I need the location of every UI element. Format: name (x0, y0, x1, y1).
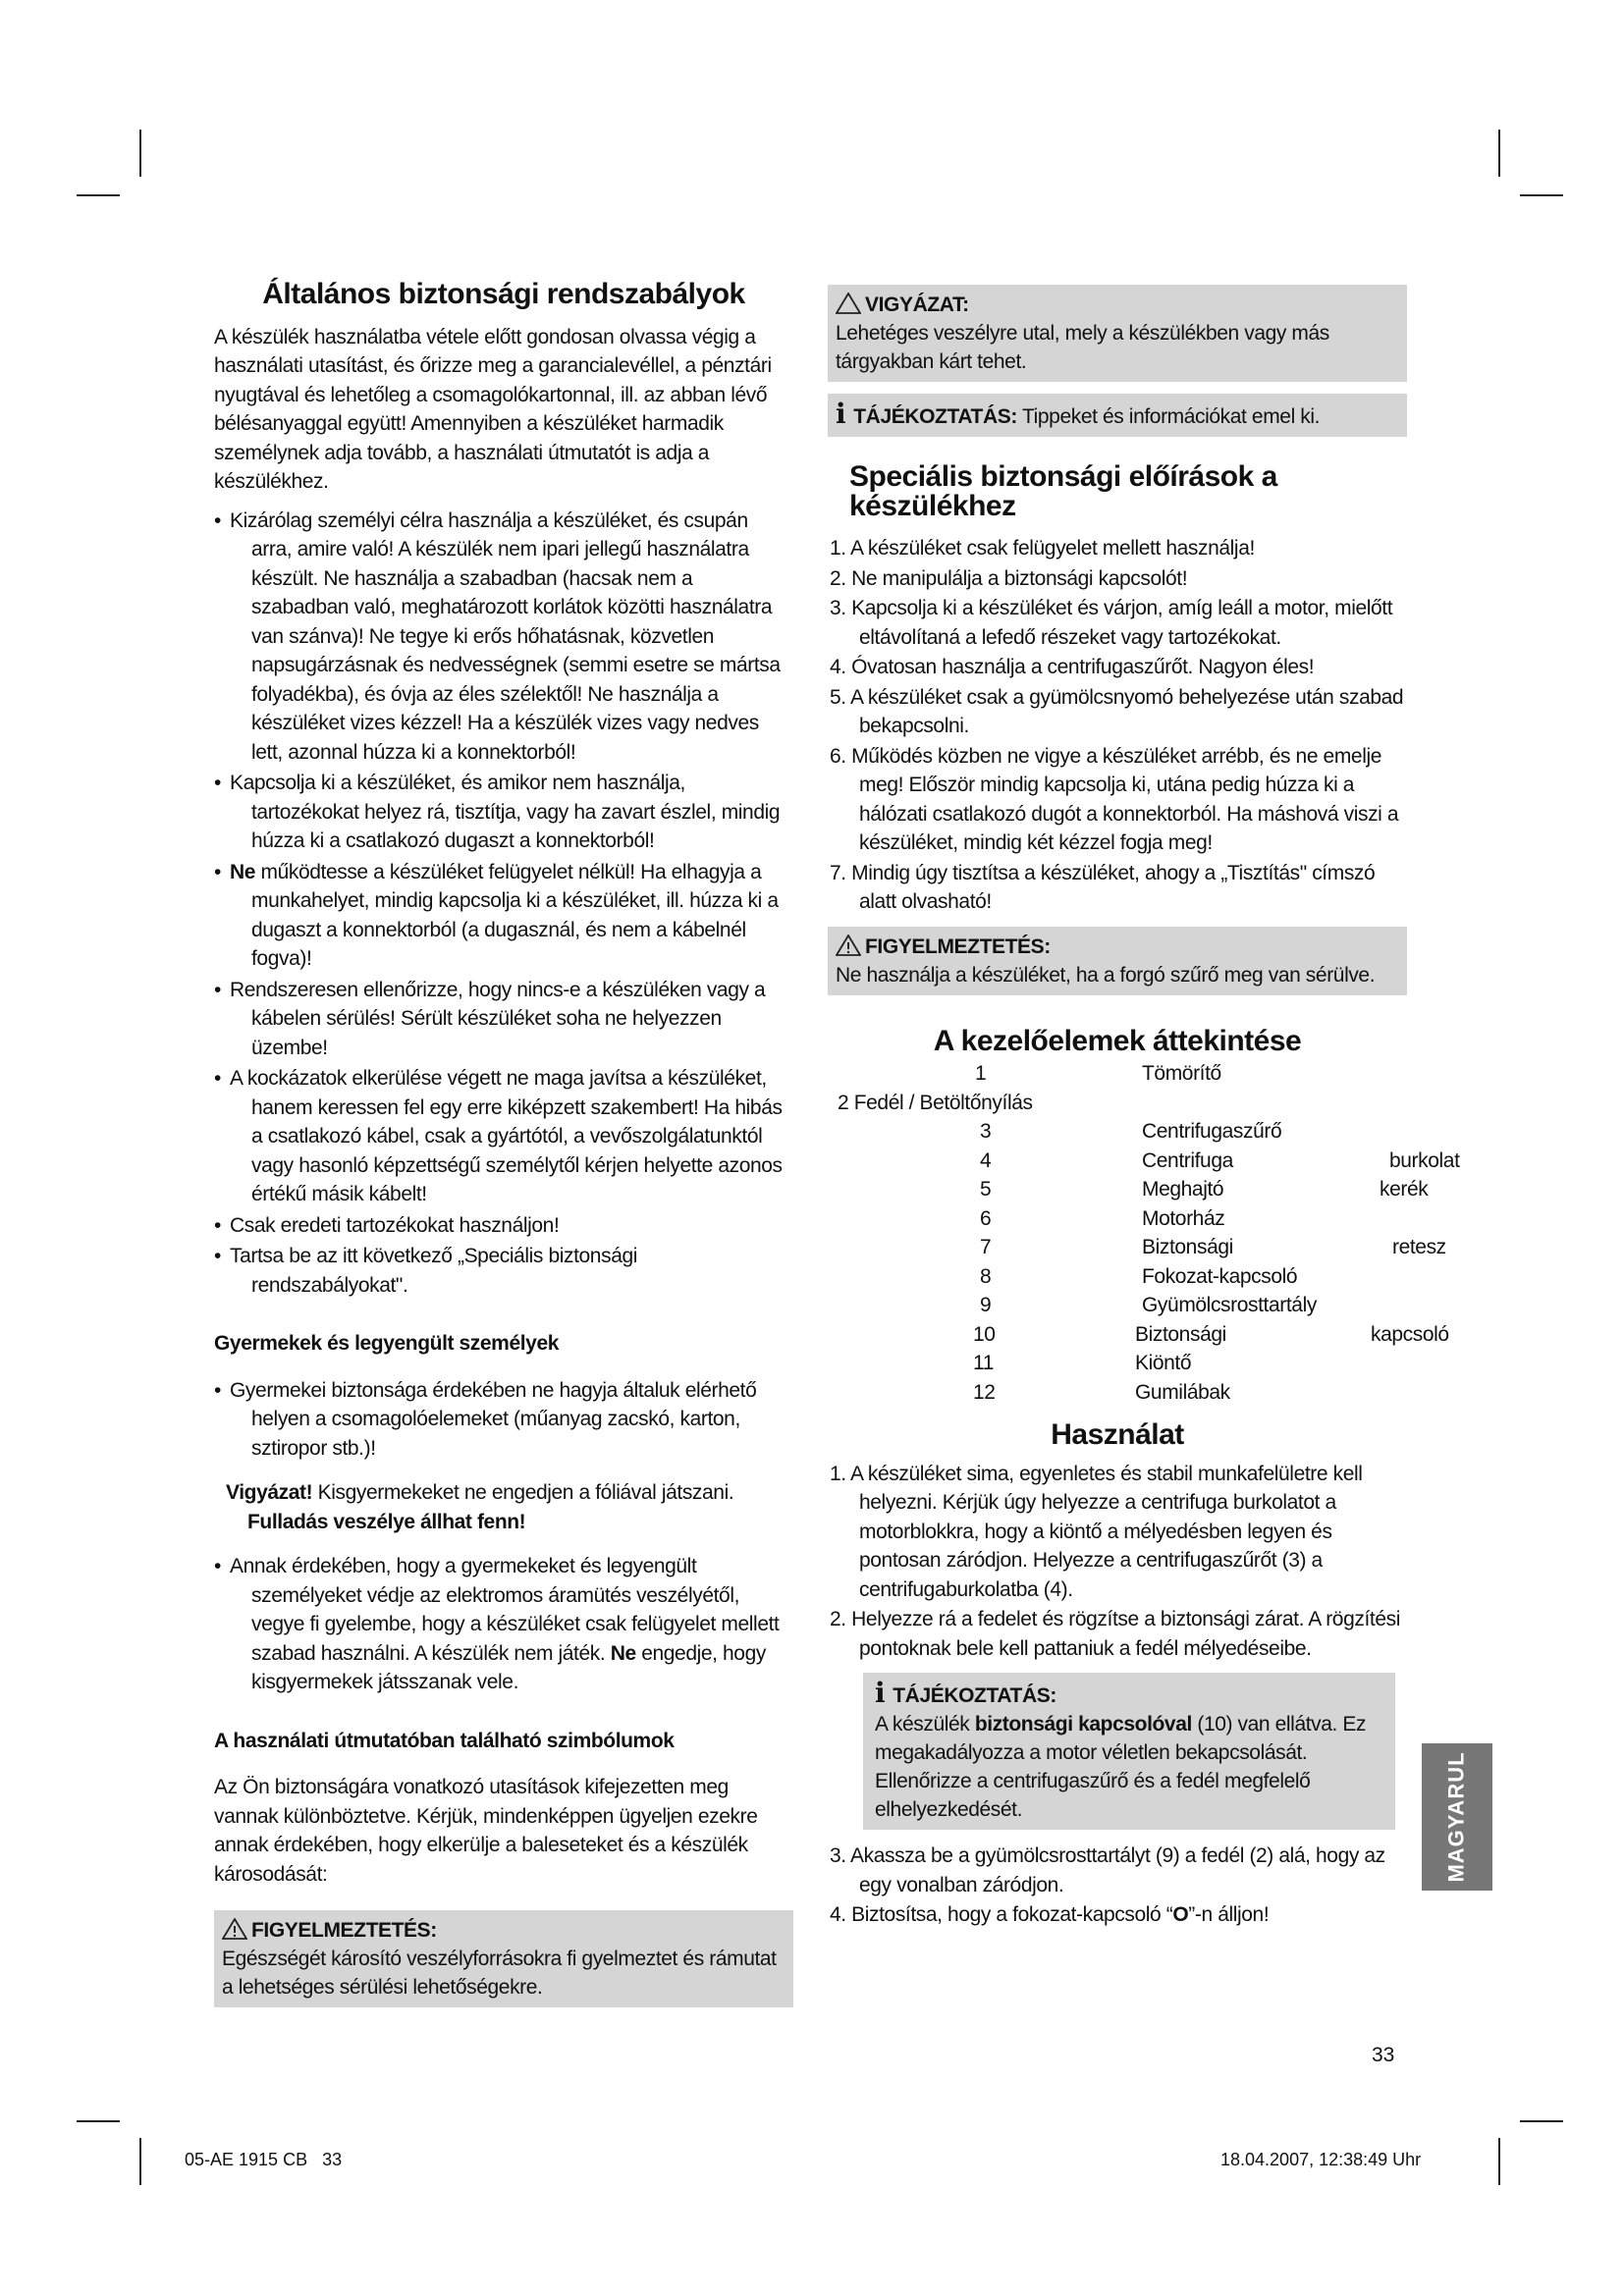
list-item: 1. A készüléket sima, egyenletes és stabil munkafelületre kell helyezni. Kérjük úgy helyezze a centrifuga burkolatot a motorblokkra, hogy a kiöntő a mélyedésben legyen és pontosan záródjon. Helyezze a centrifugaszűrőt (3) a centrifugaburkolatba (4). (830, 1462, 1363, 1601)
warning-triangle-icon (222, 1918, 247, 1940)
controls-title: A kezelőelemek áttekintése (933, 1024, 1302, 1057)
list-item: 4. Biztosítsa, hogy a fokozat-kapcsoló “O”-n álljon! (830, 1903, 1270, 1926)
warning-box: FIGYELMEZTETÉS: Ne használja a készüléket, ha a forgó szűrő meg van sérülve. (828, 927, 1407, 995)
info-icon: i (836, 398, 846, 430)
list-item: 3. Kapcsolja ki a készüléket és várjon, amíg leáll a motor, mielőtt eltávolítaná a lefedő részeket vagy tartozékokat. (830, 597, 1393, 649)
control-item: 1 Tömörítő (975, 1062, 1221, 1085)
list-item: • Annak érdekében, hogy a gyermekeket és legyengült személyeket védje az elektromos áramütés veszélyétől, vegye fi gyelembe, hogy a készüléket csak felügyelet mellett szabad használni. A készülék nem játék. Ne engedje, hogy kisgyermekek játsszanak vele. (214, 1552, 793, 1697)
footer-right: 18.04.2007, 12:38:49 Uhr (1220, 2150, 1422, 2169)
list-item: • Kapcsolja ki a készüléket, és amikor nem használja, tartozékokat helyez rá, tisztítja, vagy ha zavart észlel, mindig húzza ki a csatlakozó dugaszt a konnektorból! (214, 769, 793, 856)
list-item: 7. Mindig úgy tisztítsa a készüléket, ahogy a „Tisztítás" címszó alatt olvasható! (830, 861, 1376, 913)
list-item: 6. Működés közben ne vigye a készüléket arrébb, és ne emelje meg! Először mindig kapcsolja ki, utána pedig húzza ki a hálózati csatlakozó dugót a konnektorból. Ha máshová viszi a készüléket, mindig két kézzel fogja meg! (830, 744, 1399, 854)
crop-mark (139, 2138, 141, 2185)
crop-mark (77, 2120, 120, 2122)
list-item: • Csak eredeti tartozékokat használjon! (214, 1211, 793, 1241)
intro-paragraph: A készülék használatba vétele előtt gondosan olvassa végig a használati utasítást, és őrizze meg a garancialevéllel, a pénztári nyugtával és lehetőleg a csomagolókartonnal, ill. az abban lévő bélésanyaggal együtt! Amennyiben a készüléket harmadik személynek adja tovább, a használati útmutatót is adja a készülékhez. (214, 325, 772, 493)
special-safety-title: Speciális biztonsági előírások a készülékhez (849, 460, 1277, 522)
control-item: 10 Biztonsági kapcsoló (973, 1322, 1449, 1346)
warning-box: FIGYELMEZTETÉS: Egészségét károsító veszélyforrásokra fi gyelmeztet és rámutat a lehetséges sérülési lehetőségekre. (214, 1910, 793, 2007)
list-item: 1. A készüléket csak felügyelet mellett használja! (830, 537, 1255, 560)
left-column (214, 280, 793, 2019)
children-heading: Gyermekek és legyengült személyek (214, 1332, 560, 1355)
list-item: • Rendszeresen ellenőrizze, hogy nincs-e a készüléken vagy a kábelen sérülés! Sérült készüléket soha ne helyezzen üzembe! (214, 976, 793, 1063)
crop-mark (1520, 2120, 1563, 2122)
warning-triangle-icon (836, 934, 861, 956)
list-item: 4. Óvatosan használja a centrifugaszűrőt. Nagyon éles! (830, 656, 1315, 678)
warning-triangle-icon (836, 293, 861, 314)
control-item: 8 Fokozat-kapcsoló (980, 1264, 1298, 1288)
safety-bullets (214, 507, 793, 1301)
info-box: i TÁJÉKOZTATÁS: Tippeket és információkat emel ki. (828, 394, 1407, 437)
usage-title: Használat (1051, 1418, 1184, 1451)
info-box: i TÁJÉKOZTATÁS: A készülék biztonsági kapcsolóval (10) van ellátva. Ez megakadályozza a motor véletlen bekapcsolását. Ellenőrizze a centrifugaszűrő és a fedél megfelelő elhelyezkedését. (863, 1673, 1395, 1830)
control-item: 2 Fedél / Betöltőnyílás (838, 1091, 1033, 1114)
list-item: • Tartsa be az itt következő „Speciális biztonsági rendszabályokat". (214, 1242, 793, 1300)
special-safety-list (828, 534, 1407, 917)
vigyazat-note: Vigyázat! Kisgyermekeket ne engedjen a fóliával játszani. Fulladás veszélye állhat fenn! (226, 1481, 734, 1533)
control-item: 6 Motorház (980, 1206, 1225, 1230)
symbols-heading: A használati útmutatóban található szimbólumok (214, 1729, 675, 1752)
control-item: 3 Centrifugaszűrő (980, 1120, 1282, 1143)
list-item: 2. Ne manipulálja a biztonsági kapcsolót! (830, 566, 1188, 590)
symbols-paragraph: Az Ön biztonságára vonatkozó utasítások kifejezetten meg vannak különböztetve. Kérjük, mindenképpen ügyeljen ezekre annak érdekében, hogy elkerülje a baleseteket és a készülék károsodását: (214, 1776, 758, 1886)
control-item: 5 Meghajtó kerék (980, 1178, 1429, 1201)
page-number: 33 (1372, 2044, 1395, 2066)
crop-mark (1498, 2138, 1500, 2185)
crop-mark (1520, 194, 1563, 196)
crop-mark (139, 130, 141, 177)
controls-list (828, 1059, 1460, 1411)
control-item: 11 Kiöntő (973, 1352, 1192, 1374)
usage-list (828, 1460, 1407, 1664)
crop-mark (77, 194, 120, 196)
list-item: • Kizárólag személyi célra használja a készüléket, és csupán arra, amire való! A készülék nem ipari jellegű használatra készült. Ne használja a szabadban (hacsak nem a szabadban való, meghatározott korlátok közötti használatra van szánva)! Ne tegye ki erős hőhatásnak, közvetlen napsugárzásnak és nedvességnek (semmi esetre se mártsa folyadékba), és óvja az éles szélektől! Ne használja a készüléket vizes kézzel! Ha a készülék vizes vagy nedves lett, azonnal húzza ki a konnektorból! (214, 507, 793, 768)
caution-box: VIGYÁZAT: Lehetéges veszélyre utal, mely a készülékben vagy más tárgyakban kárt tehet. (828, 285, 1407, 382)
language-tab: MAGYARUL (1422, 1743, 1492, 1891)
control-item: 9 Gyümölcsrosttartály (980, 1294, 1317, 1316)
list-item: 2. Helyezze rá a fedelet és rögzítse a biztonsági zárat. A rögzítési pontoknak bele kell pattaniuk a fedél mélyedéseibe. (830, 1608, 1400, 1660)
list-item: 5. A készüléket csak a gyümölcsnyomó behelyezése után szabad bekapcsolni. (830, 685, 1404, 737)
list-item: • Ne működtesse a készüléket felügyelet nélkül! Ha elhagyja a munkahelyet, mindig kapcsolja ki a készüléket, ill. húzza ki a dugaszt a konnektorból (a dugasznál, és nem a kábelnél fogva)! (214, 858, 793, 974)
info-icon: i (875, 1677, 886, 1709)
general-safety-title: Általános biztonsági rendszabályok (262, 278, 745, 310)
footer-left: 05-AE 1915 CB 33 (185, 2150, 343, 2169)
control-item: 4 Centrifuga burkolat (980, 1148, 1460, 1172)
list-item: • A kockázatok elkerülése végett ne maga javítsa a készüléket, hanem keressen fel egy erre kiképzett szakembert! Ha hibás a csatlakozó kábel, csak a gyártótól, a vevőszolgálatunktól vagy hasonló képzettségű személytől kérjen helyette azonos értékű másik kábelt! (214, 1064, 793, 1209)
list-item: 3. Akassza be a gyümölcsrosttartályt (9) a fedél (2) alá, hogy az egy vonalban záródjon. (830, 1844, 1385, 1896)
control-item: 12 Gumilábak (973, 1380, 1230, 1404)
list-item: • Gyermekei biztonsága érdekében ne hagyja általuk elérhető helyen a csomagolóelemeket (műanyag zacskó, karton, sztiropor stb.)! (214, 1376, 793, 1464)
usage-list-continued (828, 1842, 1407, 1930)
control-item: 7 Biztonsági retesz (980, 1236, 1446, 1258)
crop-mark (1498, 130, 1500, 177)
